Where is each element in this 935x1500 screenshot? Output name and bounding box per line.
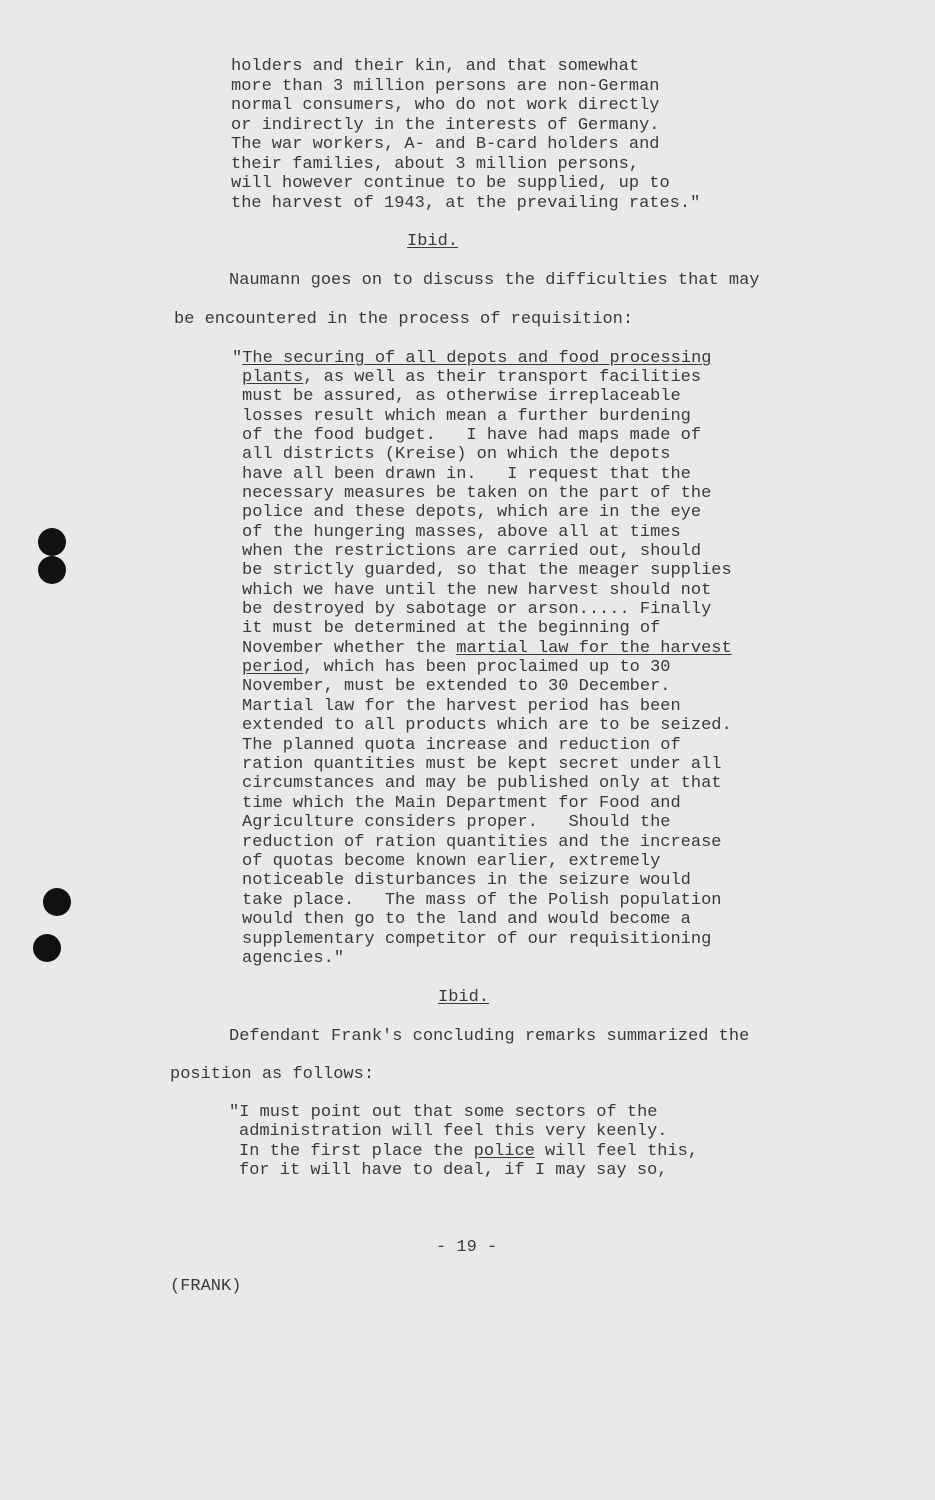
quote-line: The planned quota increase and reduction of [242,736,681,755]
quote-line: time which the Main Department for Food and [242,794,681,813]
quote-line: Martial law for the harvest period has been [242,697,681,716]
quote-line: agencies." [242,949,345,968]
body-line: Defendant Frank's concluding remarks summarized the [229,1027,750,1046]
quote-line: administration will feel this very keenly. [239,1122,668,1141]
quote-line: of the hungering masses, above all at times [242,523,681,542]
quote-line [242,368,701,387]
quote-line: necessary measures be taken on the part of the [242,484,712,503]
quote-line: more than 3 million persons are non-German [231,77,660,96]
underlined-text: The securing of all depots and food processing [242,349,712,368]
quote-line: their families, about 3 million persons, [231,155,640,174]
quote-line: holders and their kin, and that somewhat [231,57,640,76]
quote-line: take place. The mass of the Polish population [242,891,722,910]
quote-text: , as well as their transport facilities [303,368,702,387]
punch-hole [38,556,66,584]
punch-hole [43,888,71,916]
quote-line: the harvest of 1943, at the prevailing rates." [231,194,701,213]
quote-line: of quotas become known earlier, extremely [242,852,661,871]
page-number: - 19 - [436,1238,498,1257]
quote-line: reduction of ration quantities and the increase [242,833,722,852]
underlined-text: martial law for the harvest [456,639,732,658]
quote-line: be strictly guarded, so that the meager supplies [242,561,732,580]
quote-text: , which has been proclaimed up to 30 [303,658,671,677]
quote-line: "I must point out that some sectors of the [229,1103,658,1122]
underlined-text: plants [242,368,304,387]
quote-line: police and these depots, which are in the eye [242,503,702,522]
quote-line: which we have until the new harvest should not [242,581,712,600]
quote-line: extended to all products which are to be seized. [242,716,732,735]
quote-line: for it will have to deal, if I may say so, [239,1161,668,1180]
body-line: position as follows: [170,1065,375,1084]
quote-line: would then go to the land and would become a [242,910,691,929]
quote-text: In the first place the [239,1142,474,1161]
quote-line: it must be determined at the beginning of [242,619,661,638]
quote-line: circumstances and may be published only at that [242,774,722,793]
quote-line: when the restrictions are carried out, should [242,542,702,561]
quote-line: will however continue to be supplied, up to [231,174,670,193]
quote-line: or indirectly in the interests of Germany. [231,116,660,135]
quote-line: be destroyed by sabotage or arson..... Finally [242,600,712,619]
quote-line [242,658,670,677]
ibid-citation: Ibid. [438,988,490,1007]
underlined-text: police [473,1142,535,1161]
quote-line: ration quantities must be kept secret under all [242,755,722,774]
punch-hole [33,934,61,962]
quote-line: "The securing of all depots and food processing [232,349,712,368]
punch-hole [38,528,66,556]
quote-line: must be assured, as otherwise irreplaceable [242,387,681,406]
quote-line: normal consumers, who do not work directly [231,96,660,115]
quote-text: will feel this, [534,1142,699,1161]
ibid-citation: Ibid. [407,232,459,251]
quote-text: November whether the [242,639,457,658]
quote-line [239,1142,698,1161]
quote-line: noticeable disturbances in the seizure would [242,871,691,890]
body-line: be encountered in the process of requisition: [174,310,634,329]
underlined-text: period [242,658,304,677]
body-line: Naumann goes on to discuss the difficulties that may [229,271,760,290]
quote-line: all districts (Kreise) on which the depots [242,445,671,464]
quote-line: The war workers, A- and B-card holders and [231,135,660,154]
quote-line: Agriculture considers proper. Should the [242,813,671,832]
quote-line: supplementary competitor of our requisitioning [242,930,712,949]
quote-line: of the food budget. I have had maps made of [242,426,702,445]
quote-line: losses result which mean a further burdening [242,407,691,426]
footer-name: (FRANK) [170,1277,242,1296]
quote-line: have all been drawn in. I request that the [242,465,691,484]
quote-line: November, must be extended to 30 December. [242,677,671,696]
quote-line [242,639,732,658]
